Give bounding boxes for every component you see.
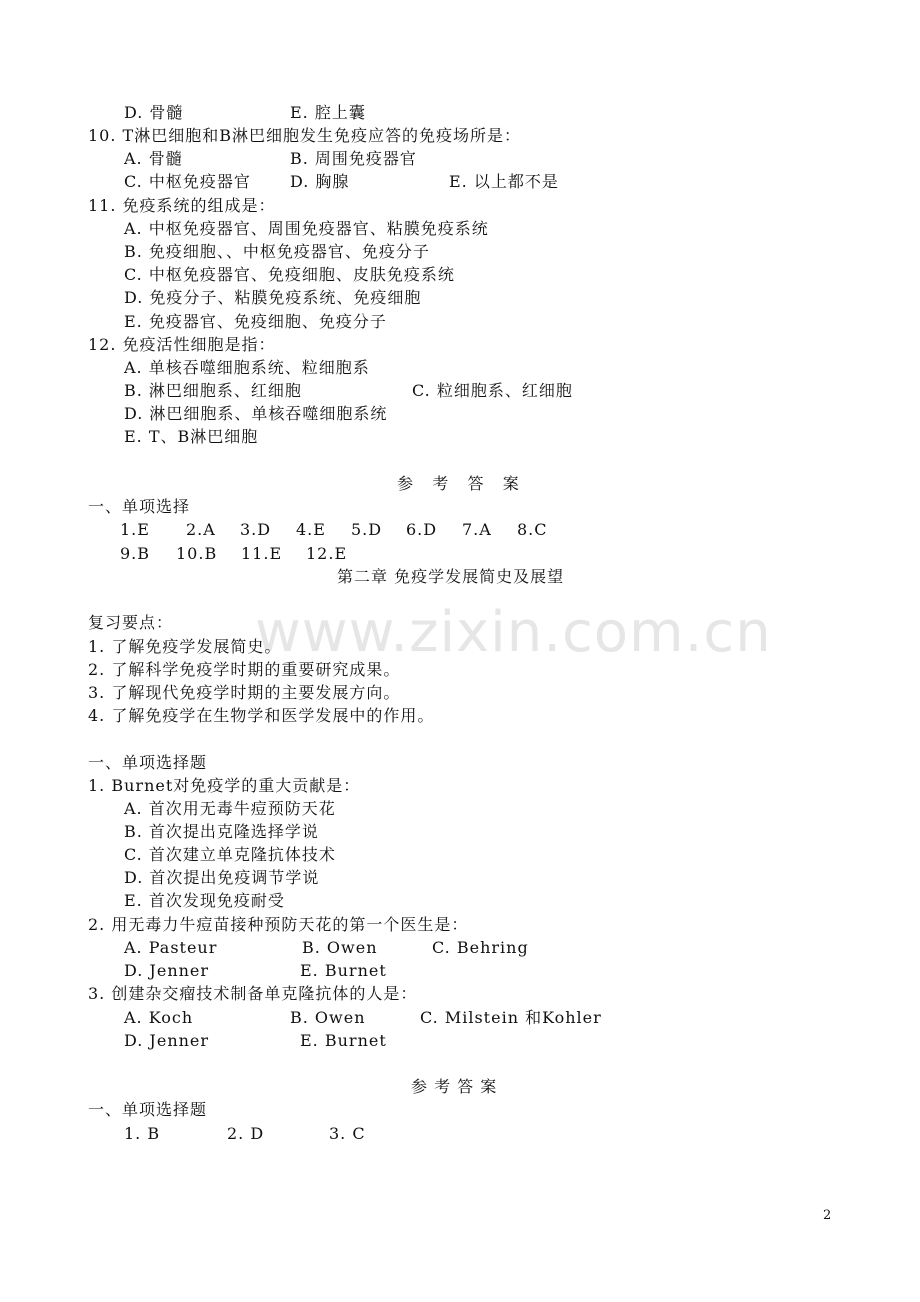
answer-item: 9.B [120, 544, 151, 563]
q11-option-c: C. 中枢免疫器官、免疫细胞、皮肤免疫系统 [124, 265, 455, 284]
answer-item: 5.D [351, 520, 383, 539]
watermark: www.zixin.com.cn [255, 600, 772, 665]
q12-option-a: A. 单核吞噬细胞系统、粒细胞系 [124, 358, 370, 377]
ch2-q1-option-c: C. 首次建立单克隆抗体技术 [124, 845, 336, 864]
ch2-q1-option-b: B. 首次提出克隆选择学说 [124, 822, 319, 841]
q9-option-d: D. 骨髓 [124, 103, 184, 122]
section-heading: 一、单项选择题 [88, 753, 208, 772]
q11-option-d: D. 免疫分子、粘膜免疫系统、免疫细胞 [124, 288, 422, 307]
q9-option-e: E. 腔上囊 [290, 103, 366, 122]
answer-item: 12.E [306, 544, 348, 563]
ch2-q2-stem: 2. 用无毒力牛痘苗接种预防天花的第一个医生是： [88, 915, 469, 934]
q12-option-b: B. 淋巴细胞系、红细胞 [124, 381, 302, 400]
answer-item: 1. B [124, 1124, 161, 1143]
q12-option-c: C. 粒细胞系、红细胞 [412, 381, 573, 400]
q12-option-e: E. T、B淋巴细胞 [124, 427, 259, 446]
ch2-q2-option-e: E. Burnet [300, 961, 387, 980]
chapter-title: 第二章 免疫学发展简史及展望 [337, 567, 565, 586]
ch2-q3-option-e: E. Burnet [300, 1031, 387, 1050]
review-point: 4. 了解免疫学在生物学和医学发展中的作用。 [88, 706, 435, 725]
q11-option-b: B. 免疫细胞、、中枢免疫器官、免疫分子 [124, 242, 430, 261]
ch2-q2-option-c: C. Behring [432, 938, 529, 957]
ch2-q1-option-a: A. 首次用无毒牛痘预防天花 [124, 799, 336, 818]
answers2-title: 参 考 答 案 [411, 1077, 498, 1096]
ch2-q3-option-b: B. Owen [290, 1008, 366, 1027]
review-point: 2. 了解科学免疫学时期的重要研究成果。 [88, 660, 401, 679]
answer-item: 11.E [241, 544, 283, 563]
answer-item: 3. C [329, 1124, 366, 1143]
q11-option-a: A. 中枢免疫器官、周围免疫器官、粘膜免疫系统 [124, 219, 489, 238]
answer-item: 10.B [176, 544, 218, 563]
review-heading: 复习要点： [88, 613, 174, 632]
answer-item: 8.C [517, 520, 548, 539]
q10-option-a: A. 骨髓 [124, 149, 183, 168]
ch2-q1-option-e: E. 首次发现免疫耐受 [124, 891, 285, 910]
ch2-q3-option-c: C. Milstein 和Kohler [420, 1008, 602, 1027]
ch2-q3-option-a: A. Koch [124, 1008, 194, 1027]
answer-item: 1.E [120, 520, 150, 539]
q10-option-d: D. 胸腺 [290, 172, 350, 191]
answer-item: 7.A [462, 520, 492, 539]
ch2-q2-option-a: A. Pasteur [124, 938, 218, 957]
q10-stem: 10. T淋巴细胞和B淋巴细胞发生免疫应答的免疫场所是： [88, 126, 521, 145]
q12-option-d: D. 淋巴细胞系、单核吞噬细胞系统 [124, 404, 388, 423]
q10-option-b: B. 周围免疫器官 [290, 149, 417, 168]
ch2-q2-option-d: D. Jenner [124, 961, 210, 980]
answer-item: 2.A [186, 520, 216, 539]
page-number: 2 [823, 1208, 832, 1223]
q11-option-e: E. 免疫器官、免疫细胞、免疫分子 [124, 312, 387, 331]
answers2-section: 一、单项选择题 [88, 1100, 208, 1119]
answer-item: 6.D [406, 520, 438, 539]
answer-item: 2. D [227, 1124, 265, 1143]
ch2-q3-option-d: D. Jenner [124, 1031, 210, 1050]
ch2-q2-option-b: B. Owen [302, 938, 378, 957]
answer-item: 4.E [296, 520, 326, 539]
ch2-q1-stem: 1. Burnet对免疫学的重大贡献是： [88, 776, 361, 795]
q10-option-e: E. 以上都不是 [449, 172, 559, 191]
review-point: 1. 了解免疫学发展简史。 [88, 637, 282, 656]
q12-stem: 12. 免疫活性细胞是指： [88, 335, 276, 354]
q11-stem: 11. 免疫系统的组成是： [88, 196, 276, 215]
ch2-q1-option-d: D. 首次提出免疫调节学说 [124, 868, 320, 887]
review-point: 3. 了解现代免疫学时期的主要发展方向。 [88, 683, 401, 702]
answers-title: 参 考 答 案 [397, 474, 520, 493]
answer-item: 3.D [240, 520, 272, 539]
ch2-q3-stem: 3. 创建杂交瘤技术制备单克隆抗体的人是： [88, 984, 418, 1003]
answers-section: 一、单项选择 [88, 497, 191, 516]
q10-option-c: C. 中枢免疫器官 [124, 172, 251, 191]
